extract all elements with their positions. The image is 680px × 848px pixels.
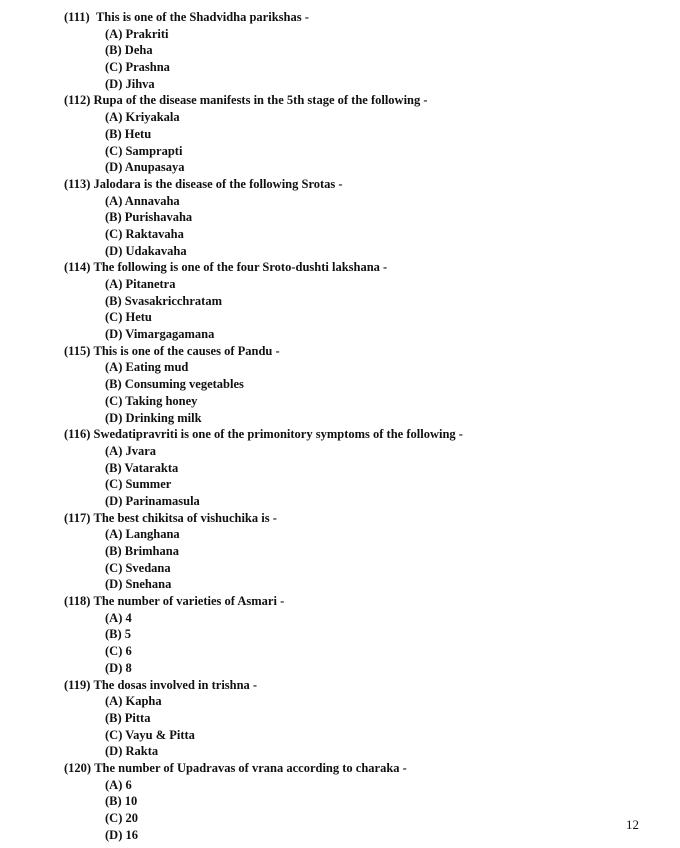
question-text: The best chikitsa of vishuchika is - (93, 510, 277, 525)
question-item (64, 510, 644, 593)
answer-option: (D) Rakta (105, 744, 159, 759)
question-stem (64, 259, 644, 276)
question-stem (64, 343, 644, 360)
answer-option: (B) 10 (105, 794, 138, 809)
answer-option: (D) Snehana (105, 577, 172, 592)
answer-option: (C) Summer (105, 477, 172, 492)
answer-option: (A) 6 (105, 777, 132, 792)
answer-option: (B) 5 (105, 627, 132, 642)
question-text: This is one of the causes of Pandu - (93, 343, 280, 358)
answer-option: (D) Parinamasula (105, 493, 200, 508)
question-text: The dosas involved in trishna - (93, 677, 258, 692)
question-item (64, 593, 644, 676)
answer-option: (D) Udakavaha (105, 243, 187, 258)
answer-option: (A) Langhana (105, 527, 180, 542)
answer-option: (A) Prakriti (105, 26, 169, 41)
question-item (64, 343, 644, 426)
question-number: (117) (64, 510, 91, 525)
answer-option: (A) Jvara (105, 443, 157, 458)
question-stem (64, 760, 644, 777)
answer-option: (B) Brimhana (105, 544, 179, 558)
question-number: (112) (64, 93, 91, 108)
answer-option: (D) Jihva (105, 76, 155, 91)
answer-option: (D) Anupasaya (105, 160, 185, 175)
question-item (64, 760, 644, 843)
question-list (64, 9, 644, 843)
answer-option: (C) 6 (105, 644, 132, 659)
question-item (64, 176, 644, 259)
question-text: The following is one of the four Sroto-dushti lakshana - (93, 260, 388, 275)
question-item (64, 677, 644, 760)
question-item (64, 92, 644, 175)
question-stem (64, 593, 644, 610)
page-number: 12 (626, 817, 639, 832)
question-text: Swedatipravriti is one of the primonitory symptoms of the following - (93, 427, 463, 442)
question-number: (120) (64, 760, 92, 775)
answer-option: (C) Hetu (105, 310, 152, 325)
question-item (64, 259, 644, 342)
answer-option: (D) 16 (105, 827, 138, 842)
answer-option: (A) Eating mud (105, 360, 189, 375)
answer-option: (D) Drinking milk (105, 410, 202, 425)
answer-option: (C) Prashna (105, 60, 170, 75)
question-stem (64, 426, 644, 443)
question-stem (64, 9, 644, 26)
question-text: The number of varieties of Asmari - (93, 594, 285, 609)
answer-option: (B) Svasakricchratam (105, 293, 222, 308)
question-stem (64, 176, 644, 193)
answer-option: (C) Samprapti (105, 143, 183, 158)
question-number: (114) (64, 260, 91, 275)
question-stem (64, 92, 644, 109)
answer-option: (A) Kapha (105, 694, 162, 709)
answer-option: (D) 8 (105, 660, 132, 675)
question-text: This is one of the Shadvidha parikshas - (95, 10, 309, 24)
answer-option: (A) Kriyakala (105, 110, 180, 125)
answer-option: (A) Annavaha (105, 193, 180, 208)
answer-option: (C) 20 (105, 811, 138, 825)
question-stem (64, 677, 644, 694)
answer-option: (B) Hetu (105, 126, 152, 141)
question-number: (119) (64, 677, 91, 692)
answer-option: (B) Deha (105, 43, 153, 58)
answer-option: (A) 4 (105, 610, 132, 625)
question-number: (118) (64, 594, 91, 609)
question-number: (111) (64, 10, 90, 24)
question-text: Jalodara is the disease of the following Srotas - (93, 176, 343, 191)
question-number: (115) (64, 343, 91, 358)
answer-option: (B) Pitta (105, 710, 151, 725)
question-item (64, 9, 644, 92)
answer-option: (A) Pitanetra (105, 277, 176, 291)
question-number: (113) (64, 176, 91, 191)
question-item (64, 426, 644, 509)
question-number: (116) (64, 427, 91, 442)
question-text: The number of Upadravas of vrana according to charaka - (94, 760, 407, 775)
answer-option: (C) Vayu & Pitta (105, 727, 195, 742)
answer-option: (D) Vimargagamana (105, 327, 215, 342)
question-text: Rupa of the disease manifests in the 5th stage of the following - (93, 93, 428, 108)
question-stem (64, 510, 644, 527)
answer-option: (C) Svedana (105, 560, 171, 575)
answer-option: (C) Raktavaha (105, 226, 184, 241)
answer-option: (C) Taking honey (105, 393, 198, 408)
answer-option: (B) Purishavaha (105, 210, 193, 225)
answer-option: (B) Consuming vegetables (105, 377, 244, 392)
answer-option: (B) Vatarakta (105, 460, 179, 475)
